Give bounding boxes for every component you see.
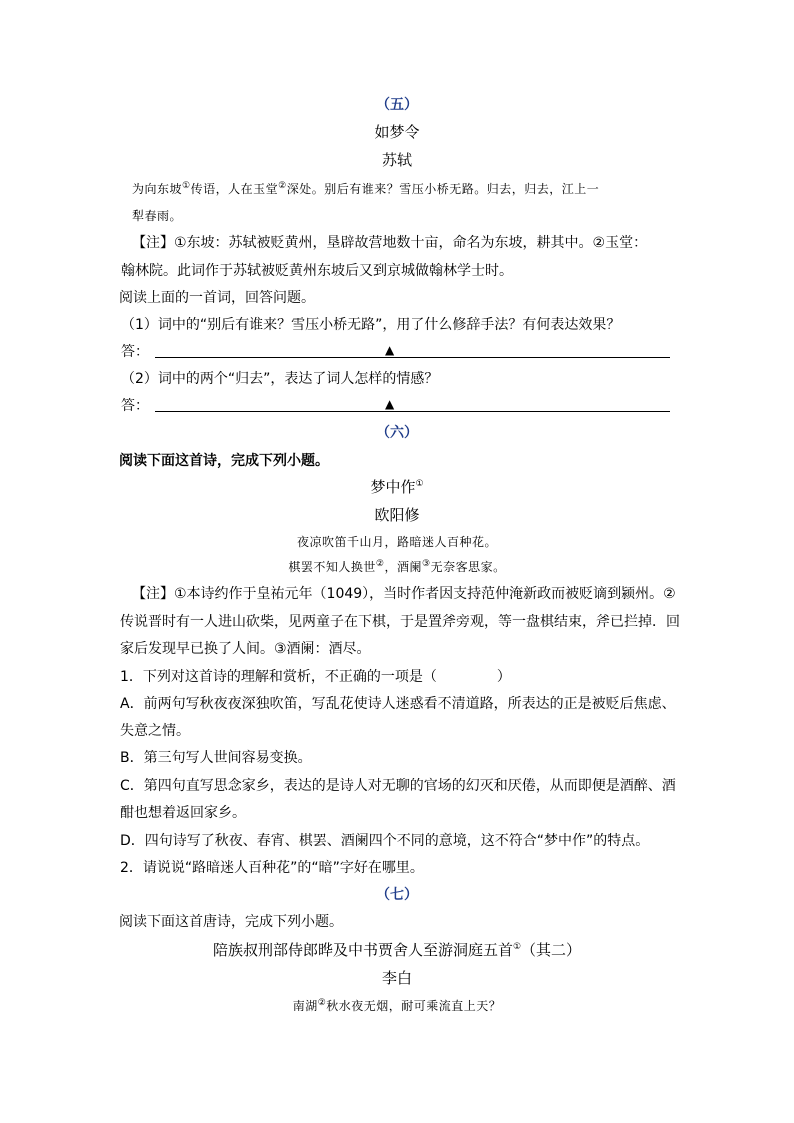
answer-line[interactable] (155, 411, 670, 412)
instruction-text: 阅读下面这首诗，完成下列小题。 (119, 453, 329, 469)
poem-line: 南湖②秋水夜无烟，耐可乘流直上天？ (292, 998, 502, 1013)
poem-line: 为向东坡①传语，人在玉堂②深处。别后有谁来？雪压小桥无路。归去，归去，江上一 (132, 181, 600, 196)
note-text: 翰林院。此词作于苏轼被贬黄州东坡后又到京城做翰林学士时。 (121, 263, 513, 279)
footnote-marker: ① (512, 942, 522, 952)
answer-line[interactable] (155, 357, 670, 358)
poem-line: 犁春雨。 (132, 209, 183, 223)
footnote-marker: ③ (422, 559, 431, 569)
note-text: 【注】①东坡：苏轼被贬黄州，垦辟故营地数十亩，命名为东坡，耕其中。②玉堂： (132, 235, 648, 251)
question-1: （1）词中的“别后有谁来？雪压小桥无路”，用了什么修辞手法？有何表达效果？ (121, 317, 621, 333)
option-d[interactable]: D．四句诗写了秋夜、春宵、棋罢、酒阑四个不同的意境，这不符合“梦中作”的特点。 (120, 833, 650, 849)
poem-title: 梦中作① (370, 478, 424, 496)
poem-line: 棋罢不知人换世②，酒阑③无奈客思家。 (288, 559, 506, 574)
answer-label: 答： (121, 398, 149, 414)
poem-line: 夜凉吹笛千山月，路暗迷人百种花。 (296, 535, 497, 549)
instruction-text: 阅读下面这首唐诗，完成下列小题。 (119, 914, 343, 930)
option-a-cont: 失意之情。 (120, 723, 190, 739)
footnote-marker: ② (317, 998, 327, 1008)
footnote-marker: ② (278, 181, 287, 191)
note-text: 家后发现早已换了人间。③酒阑：酒尽。 (120, 641, 371, 657)
option-c[interactable]: C．第四句直写思念家乡，表达的是诗人对无聊的官场的幻灭和厌倦，从而即便是酒醉、酒 (120, 778, 676, 794)
answer-marker: ▲ (385, 397, 395, 411)
question-1: 1．下列对这首诗的理解和赏析，不正确的一项是（ ） (120, 669, 511, 685)
poem-author: 李白 (381, 969, 412, 987)
poem-title: 如梦令 (374, 123, 420, 141)
note-text: 传说晋时有一人进山砍柴，见两童子在下棋，于是置斧旁观，等一盘棋结束，斧已拦掉．回 (120, 614, 680, 630)
footnote-marker: ① (415, 479, 424, 489)
option-a[interactable]: A．前两句写秋夜夜深独吹笛，写乱花使诗人迷惑看不清道路，所表达的正是被贬后焦虑、 (120, 696, 676, 712)
answer-marker: ▲ (385, 343, 395, 357)
answer-label: 答： (121, 344, 149, 360)
section-5-header: （五） (376, 97, 418, 113)
section-7-header: （七） (376, 887, 418, 903)
instruction-text: 阅读上面的一首词，回答问题。 (119, 290, 315, 306)
question-2: 2．请说说“路暗迷人百种花”的“暗”字好在哪里。 (120, 860, 424, 876)
poem-author: 苏轼 (381, 151, 412, 169)
footnote-marker: ① (182, 181, 191, 191)
poem-author: 欧阳修 (374, 506, 420, 524)
footnote-marker: ② (375, 559, 385, 569)
option-c-cont: 酣也想着返回家乡。 (120, 805, 246, 821)
option-b[interactable]: B．第三句写人世间容易变换。 (120, 750, 312, 766)
note-text: 【注】①本诗约作于皇祐元年（1049），当时作者因支持范仲淹新政而被贬谪到颍州。② (132, 586, 676, 602)
poem-title: 陪族叔刑部侍郎晔及中书贾舍人至游洞庭五首①（其二） (212, 941, 582, 959)
section-6-header: （六） (376, 425, 418, 441)
question-2: （2）词中的两个“归去”，表达了词人怎样的情感？ (121, 371, 439, 387)
